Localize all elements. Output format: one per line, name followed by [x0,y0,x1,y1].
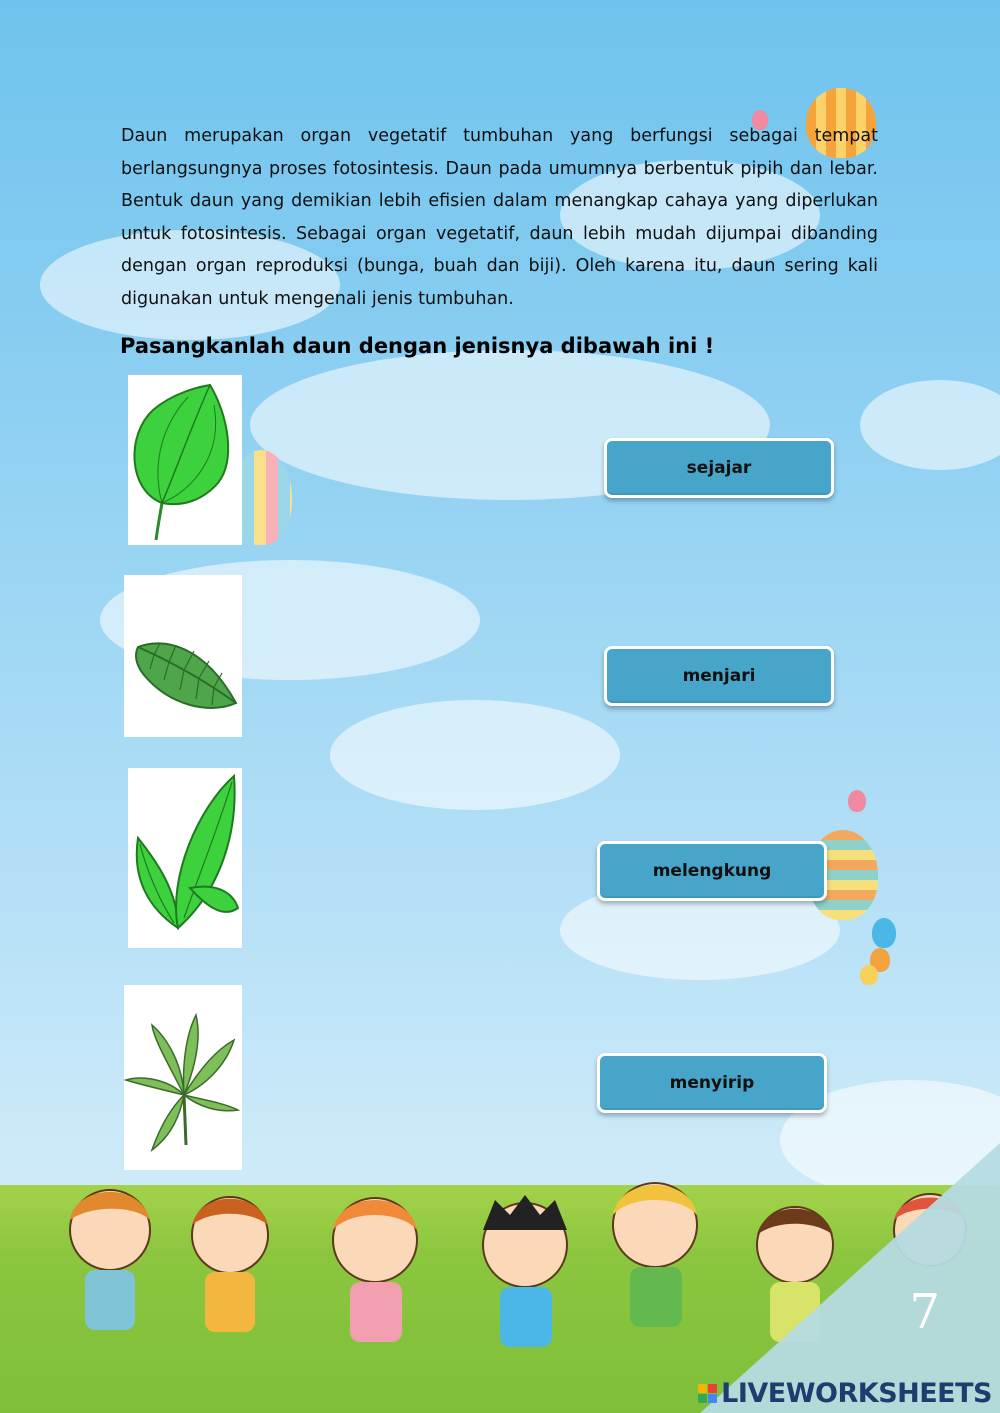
liveworksheets-logo-icon [698,1384,717,1403]
curved-vein-leaf-icon [128,375,242,545]
liveworksheets-logo [698,1378,992,1409]
page-number: 7 [909,1284,940,1340]
brand-name: LIVEWORKSHEETS [721,1378,992,1409]
party-balloon-icon [860,965,878,985]
answer-button-menyirip[interactable]: menyirip [597,1053,827,1113]
party-balloon-icon [872,918,896,948]
answer-button-melengkung[interactable]: melengkung [597,841,827,901]
leaf-card-3[interactable] [128,768,242,948]
party-balloon-icon [848,790,866,812]
leaf-card-2[interactable] [124,575,242,737]
page-corner-fold [700,1143,1000,1413]
leaf-card-4[interactable] [124,985,242,1170]
cloud [330,700,620,810]
parallel-vein-leaf-icon [128,768,242,948]
answer-button-menjari[interactable]: menjari [604,646,834,706]
cloud [860,380,1000,470]
intro-paragraph: Daun merupakan organ vegetatif tumbuhan yang berfungsi sebagai tempat berlangsungnya proses fotosintesis. Daun pada umumnya berbentuk pipih dan lebar. Bentuk daun yang demikian lebih efisien dalam menangkap cahaya yang diperlukan untuk fotosintesis. Sebagai organ vegetatif, daun lebih mudah dijumpai dibanding dengan organ reproduksi (bunga, buah dan biji). Oleh karena itu, daun sering kali digunakan untuk mengenali jenis tumbuhan. [121,126,878,309]
pinnate-leaf-icon [124,575,242,737]
answer-button-sejajar[interactable]: sejajar [604,438,834,498]
instruction-heading: Pasangkanlah daun dengan jenisnya dibawah ini ! [120,334,715,358]
palmate-leaf-icon [124,985,242,1170]
leaf-card-1[interactable] [128,375,242,545]
